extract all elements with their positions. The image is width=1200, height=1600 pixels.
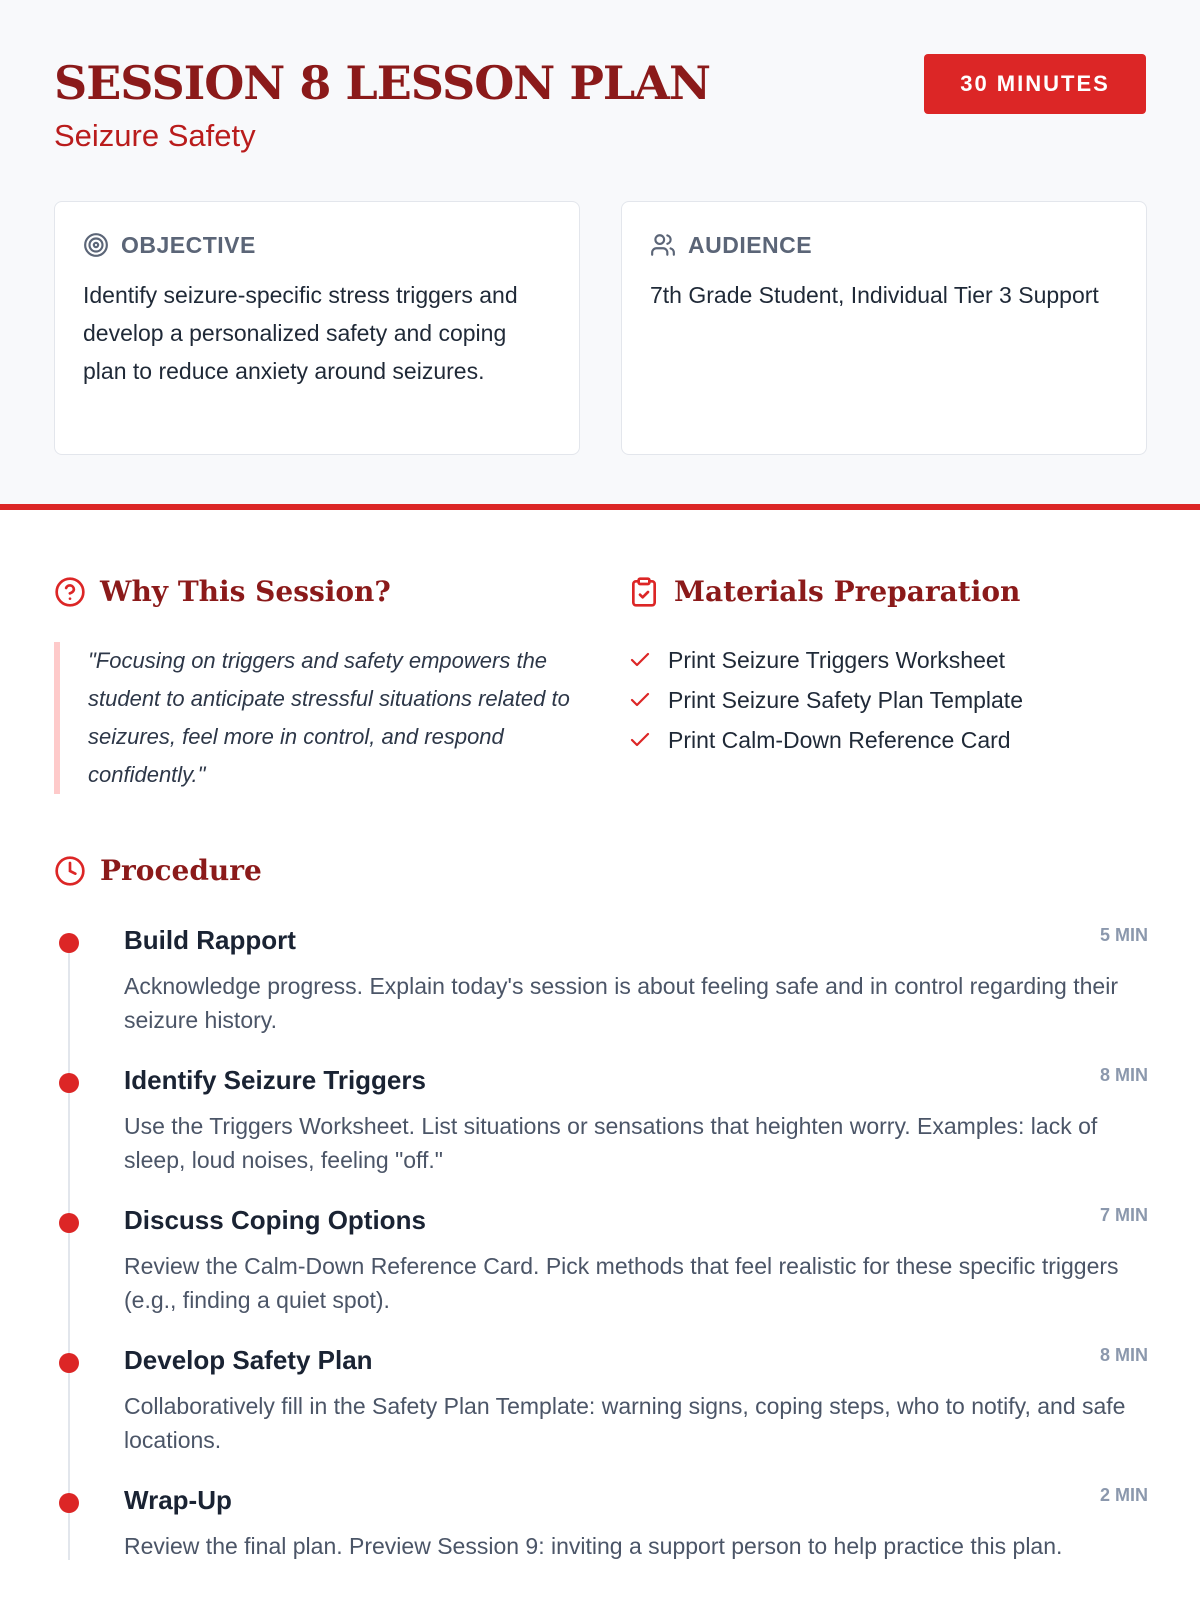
materials-section-title: Materials Preparation xyxy=(674,575,1021,608)
objective-text: Identify seizure-specific stress triggers and develop a personalized safety and coping plan to reduce anxiety around seizures. xyxy=(83,282,518,384)
material-label: Print Calm-Down Reference Card xyxy=(668,726,1011,753)
step-duration: 7 MIN xyxy=(1099,1205,1148,1225)
step-duration: 5 MIN xyxy=(1099,925,1148,945)
step-description: Review the Calm-Down Reference Card. Pick methods that feel realistic for these specific triggers (e.g., finding a quiet spot). xyxy=(124,1253,1119,1313)
list-item xyxy=(628,720,1023,760)
page-title: SESSION 8 LESSON PLAN xyxy=(54,56,711,110)
timeline-dot xyxy=(59,933,79,953)
why-section-heading xyxy=(54,575,391,608)
clipboard-check-icon xyxy=(628,576,660,608)
why-quote: "Focusing on triggers and safety empowers the student to anticipate stressful situations related to seizures, feel more in control, and respond confidently." xyxy=(54,642,594,794)
objective-label: OBJECTIVE xyxy=(121,231,256,258)
step-title: Develop Safety Plan xyxy=(124,1345,373,1375)
step-description: Use the Triggers Worksheet. List situations or sensations that heighten worry. Examples: lack of sleep, loud noises, feeling "off." xyxy=(124,1113,1098,1173)
step-title: Wrap-Up xyxy=(124,1485,232,1515)
page-subtitle: Seizure Safety xyxy=(54,118,256,153)
timeline-dot xyxy=(59,1493,79,1513)
audience-label: AUDIENCE xyxy=(688,231,813,258)
timeline-line xyxy=(68,935,70,1560)
step-title: Build Rapport xyxy=(124,925,296,955)
users-icon xyxy=(650,232,676,258)
list-item xyxy=(628,680,1023,720)
check-icon xyxy=(628,728,652,752)
timeline-dot xyxy=(59,1213,79,1233)
duration-badge: 30 MINUTES xyxy=(924,54,1146,114)
lesson-header xyxy=(0,0,1200,510)
check-icon xyxy=(628,688,652,712)
step-duration: 8 MIN xyxy=(1099,1345,1148,1365)
step-duration: 8 MIN xyxy=(1099,1065,1148,1085)
step-duration: 2 MIN xyxy=(1099,1485,1148,1505)
why-section-title: Why This Session? xyxy=(100,575,391,608)
step-title: Discuss Coping Options xyxy=(124,1205,426,1235)
step-description: Review the final plan. Preview Session 9: inviting a support person to help practice this plan. xyxy=(124,1533,1063,1559)
list-item xyxy=(628,640,1023,680)
materials-section-heading xyxy=(628,575,1020,608)
help-circle-icon xyxy=(54,576,86,608)
clock-icon xyxy=(54,855,86,887)
step-title: Identify Seizure Triggers xyxy=(124,1065,426,1095)
material-label: Print Seizure Safety Plan Template xyxy=(668,686,1023,713)
audience-card xyxy=(621,201,1147,455)
procedure-section-heading xyxy=(54,854,262,887)
audience-text: 7th Grade Student, Individual Tier 3 Support xyxy=(650,282,1099,308)
material-label: Print Seizure Triggers Worksheet xyxy=(668,646,1006,673)
procedure-section-title: Procedure xyxy=(100,854,262,887)
step-description: Acknowledge progress. Explain today's session is about feeling safe and in control regarding their seizure history. xyxy=(124,973,1118,1033)
step-description: Collaboratively fill in the Safety Plan Template: warning signs, coping steps, who to notify, and safe locations. xyxy=(124,1393,1126,1453)
materials-list xyxy=(628,640,1023,760)
check-icon xyxy=(628,648,652,672)
target-icon xyxy=(83,232,109,258)
timeline-dot xyxy=(59,1353,79,1373)
timeline-dot xyxy=(59,1073,79,1093)
objective-card xyxy=(54,201,580,455)
